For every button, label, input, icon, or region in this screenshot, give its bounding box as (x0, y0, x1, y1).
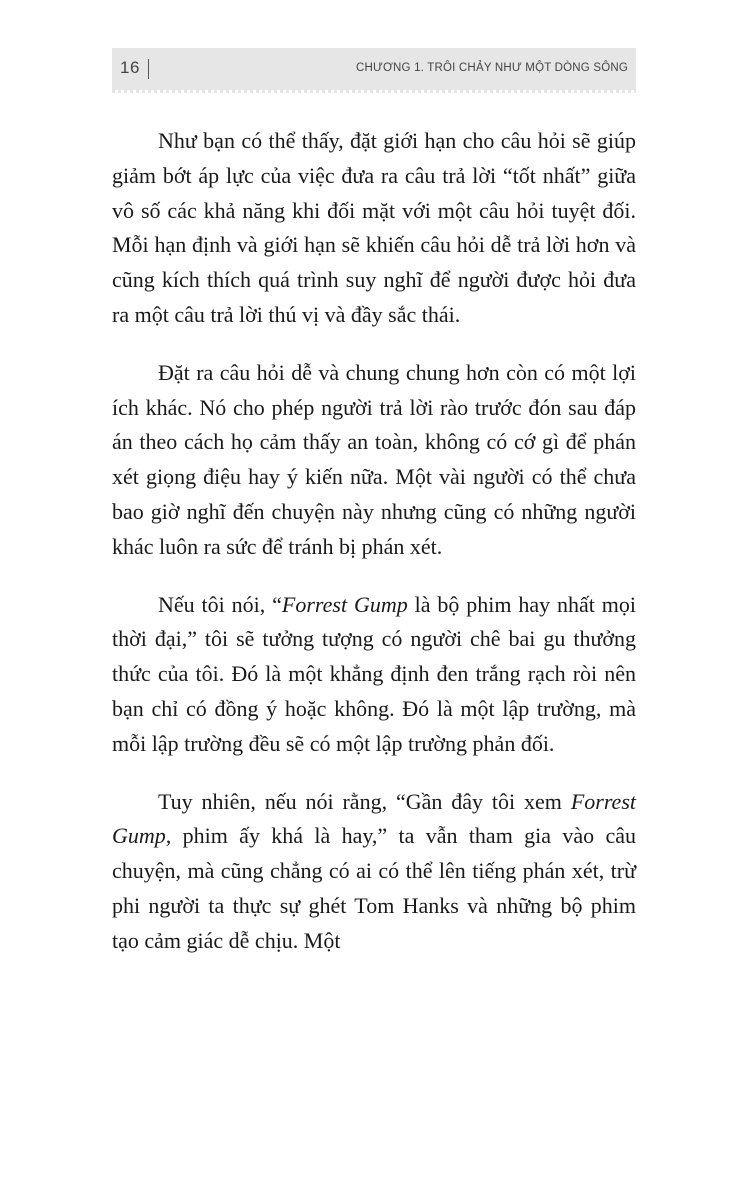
film-title-italic: Forrest Gump (281, 591, 408, 617)
body-text (112, 124, 636, 982)
paragraph-3 (112, 588, 636, 762)
paragraph-3-text-before: Nếu tôi nói, “ (158, 591, 282, 617)
paragraph-4 (112, 785, 636, 959)
paragraph-4-text-after: phim ấy khá là hay,” ta vẫn tham gia vào câu chuyện, mà cũng chẳng có ai có thể lên tiếng phán xét, trừ phi người ta thực sự ghét Tom Hanks và những bộ phim tạo cảm giác dễ chịu. Một (112, 823, 636, 953)
chapter-title: CHƯƠNG 1. TRÔI CHẢY NHƯ MỘT DÒNG SÔNG (355, 62, 628, 74)
header-separator (148, 59, 149, 79)
page-number: 16 (120, 58, 140, 77)
running-header (112, 48, 636, 90)
paragraph-3-text-after: là bộ phim hay nhất mọi thời đại,” tôi sẽ tưởng tượng có người chê bai gu thưởng thức của tôi. Đó là một khẳng định đen trắng rạch ròi nên bạn chỉ có đồng ý hoặc không. Đó là một lập trường, mà mỗi lập trường đều sẽ có một lập trường phản đối. (112, 591, 636, 756)
paragraph-1: Như bạn có thể thấy, đặt giới hạn cho câu hỏi sẽ giúp giảm bớt áp lực của việc đưa ra câu trả lời “tốt nhất” giữa vô số các khả năng khi đối mặt với một câu hỏi tuyệt đối. Mỗi hạn định và giới hạn sẽ khiến câu hỏi dễ trả lời hơn và cũng kích thích quá trình suy nghĩ để người được hỏi đưa ra một câu trả lời thú vị và đầy sắc thái. (112, 128, 636, 327)
film-title-italic: Forrest Gump, (112, 788, 636, 849)
paragraph-4-text-before: Tuy nhiên, nếu nói rằng, “Gần đây tôi xem (158, 788, 571, 814)
paragraph-2: Đặt ra câu hỏi dễ và chung chung hơn còn có một lợi ích khác. Nó cho phép người trả lời rào trước đón sau đáp án theo cách họ cảm thấy an toàn, không có cớ gì để phán xét giọng điệu hay ý kiến nữa. Một vài người có thể chưa bao giờ nghĩ đến chuyện này nhưng cũng có những người khác luôn ra sức để tránh bị phán xét. (112, 359, 636, 559)
